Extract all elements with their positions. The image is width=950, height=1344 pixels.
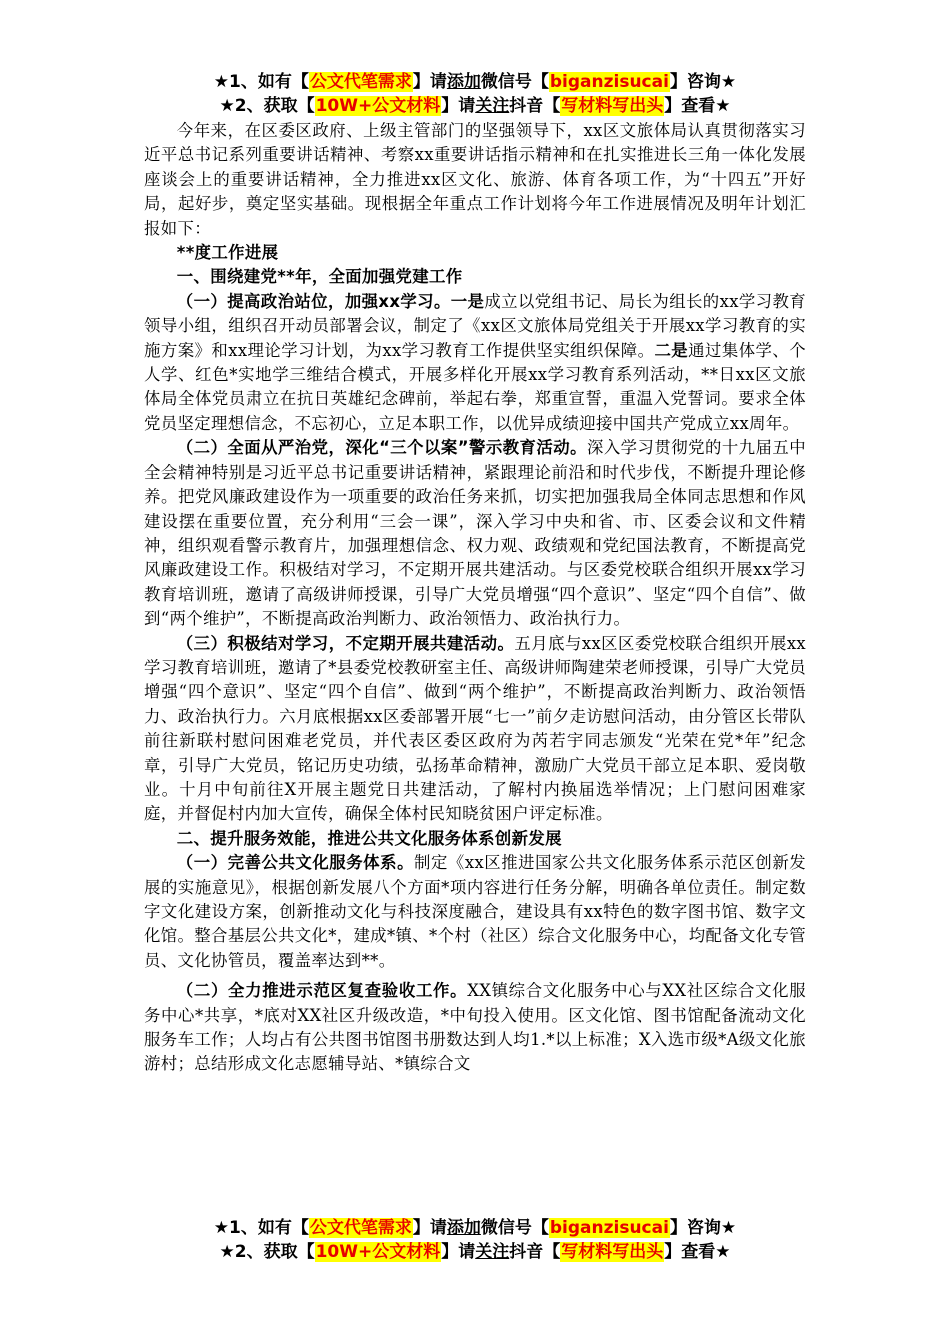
paragraph-title: （一）完善公共文化服务体系。 [176, 853, 415, 873]
promo-line-1 [0, 1216, 950, 1240]
ordinal-label: 一是 [450, 291, 485, 311]
promo-text: 抖音【 [509, 1242, 561, 1262]
paragraph-text: 成立以党组书记、局长为组长的xx学习教育领导小组，组织召开动员部署会议，制定了《xx区文旅体局党组关于开展xx学习教育的实施方案》和xx理论学习计划，为xx学习教育工作提供坚实组织保障。 [144, 291, 806, 360]
promo-text: 】请 [441, 1242, 476, 1262]
promo-highlight: 写材料写出头 [561, 1242, 664, 1262]
promo-highlight: 公文代笔需求 [309, 1218, 412, 1238]
paragraph-2 [144, 436, 806, 631]
promo-line-1 [0, 70, 950, 94]
paragraph-title: （二）全面从严治党，深化“三个以案”警示教育活动。 [176, 438, 587, 458]
promo-text: ★2、获取【 [219, 96, 315, 116]
paragraph-title: （三）积极结对学习，不定期开展共建活动。 [176, 633, 515, 653]
paragraph-text: 制定《xx区推进国家公共文化服务体系示范区创新发展的实施意见》，根据创新发展八个方面*项内容进行任务分解，明确各单位责任。制定数字文化建设方案，创新推动文化与科技深度融合，建设具有xx特色的数字图书馆、数字文化馆。整合基层公共文化*，建成*镇、*个村（社区）综合文化服务中心，均配备文化专管员、文化协管员，覆盖率达到**。 [144, 853, 806, 970]
promo-banner-bottom [0, 1216, 950, 1264]
promo-highlight: biganzisucai [549, 72, 669, 92]
paragraph-4 [144, 851, 806, 973]
paragraph-text: 五月底与xx区区委党校联合组织开展xx学习教育培训班，邀请了*县委党校教研室主任、高级讲师陶建荣老师授课，引导广大党员增强“四个意识”、坚定“四个自信”、做到“两个维护”，不断提高政治判断力、政治领悟力、政治执行力。六月底根据xx区委部署开展“七一”前夕走访慰问活动，由分管区长带队前往新联村慰问困难老党员，并代表区委区政府为芮若宇同志颁发“光荣在党*年”纪念章，引导广大党员，铭记历史功绩，弘扬革命精神，激励广大党员干部立足本职、爱岗敬业。十月中旬前往X开展主题党日共建活动，了解村内换届选举情况；上门慰问困难家庭，并督促村内加大宣传，确保全体村民知晓贫困户评定标准。 [144, 633, 807, 824]
promo-banner-top [0, 70, 950, 118]
promo-highlight: 写材料写出头 [561, 96, 664, 116]
promo-text: 】咨询★ [669, 72, 737, 92]
document-body [144, 119, 806, 1077]
promo-emphasis: 关注 [475, 1242, 510, 1262]
promo-text: 抖音【 [509, 96, 561, 116]
promo-highlight: 10W+公文材料 [315, 1242, 441, 1262]
promo-text: 微信号【 [480, 72, 549, 92]
promo-text: 微信号【 [480, 1218, 549, 1238]
paragraph-title: （二）全力推进示范区复查验收工作。 [176, 981, 468, 1001]
ordinal-label: 二是 [654, 340, 689, 360]
promo-text: ★1、如有【 [213, 1218, 309, 1238]
promo-text: 】查看★ [664, 96, 731, 116]
promo-emphasis: 添加 [446, 1218, 481, 1238]
promo-highlight: 10W+公文材料 [315, 96, 441, 116]
paragraph-5 [144, 979, 806, 1077]
paragraph-3 [144, 632, 806, 827]
paragraph-title: （一）提高政治站位，加强xx学习。 [176, 291, 451, 311]
promo-highlight: 公文代笔需求 [309, 72, 412, 92]
promo-emphasis: 添加 [446, 72, 481, 92]
promo-text: 】请 [412, 72, 447, 92]
heading-2: 二、提升服务效能，推进公共文化服务体系创新发展 [176, 828, 562, 848]
promo-text: 】咨询★ [669, 1218, 737, 1238]
heading-1: 一、围绕建党**年，全面加强党建工作 [176, 267, 463, 287]
promo-text: ★2、获取【 [219, 1242, 315, 1262]
promo-text: 】查看★ [664, 1242, 731, 1262]
promo-highlight: biganzisucai [549, 1218, 669, 1238]
paragraph-text: 深入学习贯彻党的十九届五中全会精神特别是习近平总书记重要讲话精神，紧跟理论前沿和时代步伐，不断提升理论修养。把党风廉政建设作为一项重要的政治任务来抓，切实把加强我局全体同志思想和作风建设摆在重要位置，充分利用“三会一课”，深入学习中央和省、市、区委会议和文件精神，组织观看警示教育片，加强理想信念、权力观、政绩观和党纪国法教育，不断提高党风廉政建设工作。积极结对学习，不定期开展共建活动。与区委党校联合组织开展xx学习教育培训班，邀请了高级讲师授课，引导广大党员增强“四个意识”、坚定“四个自信”、做到“两个维护”，不断提高政治判断力、政治领悟力、政治执行力。 [144, 438, 806, 629]
promo-line-2 [0, 1240, 950, 1264]
promo-text: 】请 [441, 96, 476, 116]
paragraph-text: XX镇综合文化服务中心与XX社区综合文化服务中心*共享，*底对XX社区升级改造，*中旬投入使用。区文化馆、图书馆配备流动文化服务车工作；人均占有公共图书馆图书册数达到人均1.*以上标准；X入选市级*A级文化旅游村；总结形成文化志愿辅导站、*镇综合文 [144, 981, 806, 1074]
promo-text: 】请 [412, 1218, 447, 1238]
section-title: **度工作进展 [176, 243, 279, 263]
promo-line-2 [0, 94, 950, 118]
intro-paragraph: 今年来，在区委区政府、上级主管部门的坚强领导下，xx区文旅体局认真贯彻落实习近平总书记系列重要讲话精神、考察xx重要讲话指示精神和在扎实推进长三角一体化发展座谈会上的重要讲话精神，全力推进xx区文化、旅游、体育各项工作，为“十四五”开好局，起好步，奠定坚实基础。现根据全年重点工作计划将今年工作进展情况及明年计划汇报如下： [144, 121, 806, 238]
promo-text: ★1、如有【 [213, 72, 309, 92]
paragraph-1 [144, 290, 806, 436]
promo-emphasis: 关注 [475, 96, 510, 116]
paragraph-text: 通过集体学、个人学、红色*实地学三维结合模式，开展多样化开展xx学习教育系列活动，**日xx区文旅体局全体党员肃立在抗日英雄纪念碑前，举起右拳，郑重宣誓，重温入党誓词。要求全体党员坚定理想信念，不忘初心，立足本职工作，以优异成绩迎接中国共产党成立xx周年。 [144, 340, 806, 433]
